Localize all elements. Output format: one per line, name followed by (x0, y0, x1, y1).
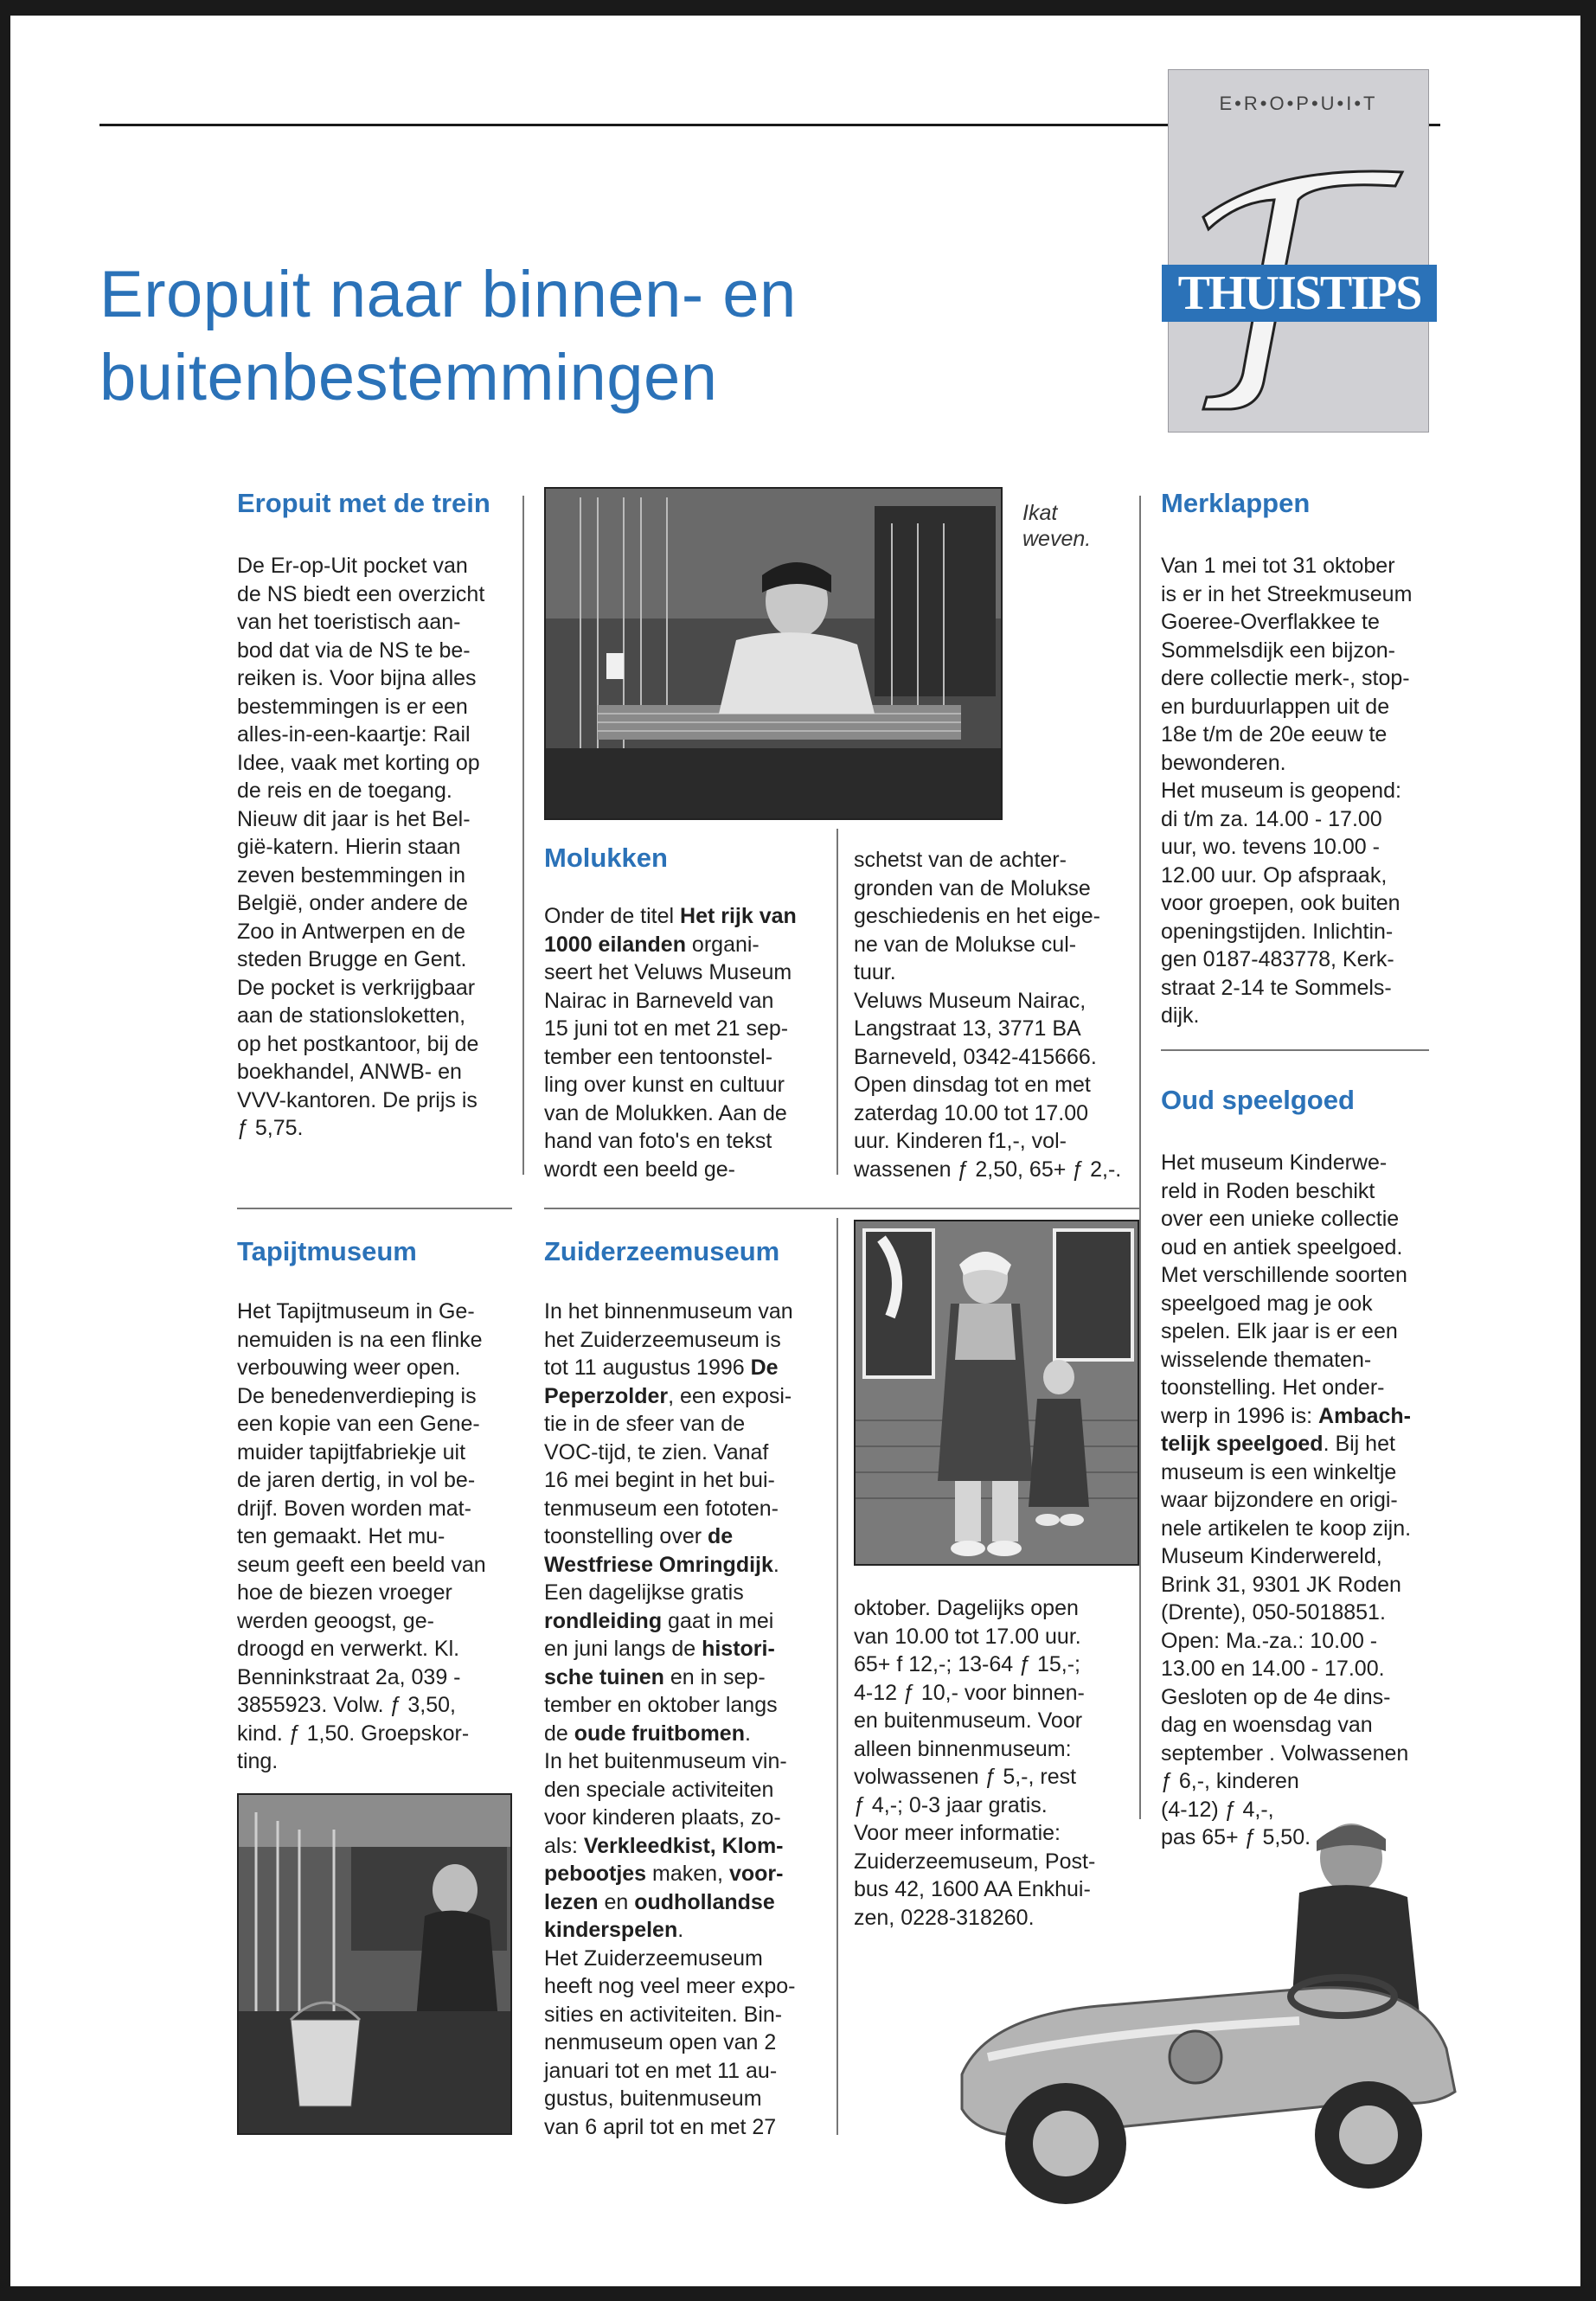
magazine-page (10, 16, 1580, 2286)
column-rule-2 (836, 829, 838, 1175)
photo-ikat-weven (544, 487, 1003, 820)
column-rule-3 (1139, 496, 1141, 1819)
molukken-text-2: organi- seert het Veluws Museum Nairac in Barneveld van 15 juni tot en met 21 sep- tember een tentoonstel- ling over kunst en cultuur van de Molukken. Aan de hand van foto's en tekst wordt een beeld ge- (544, 932, 792, 1182)
zuiderzee-b4: histori- sche tuinen (544, 1637, 775, 1689)
zuiderzee-s9: . Het Zuiderzeemuseum heeft nog veel meer expo- sities en activiteiten. Bin- nenmuseum open van 2 januari tot en met 11 au- gustus, buitenmuseum van 6 april tot en met 27 (544, 1918, 796, 2139)
column-rule-4 (836, 1218, 838, 2135)
zuiderzee-s1: In het binnenmuseum van het Zuiderzeemuseum is tot 11 augustus 1996 (544, 1299, 793, 1380)
heading-molukken: Molukken (544, 843, 668, 873)
body-molukken (544, 902, 830, 1183)
heading-trein: Eropuit met de trein (237, 488, 490, 518)
body-speelgoed (1161, 1149, 1446, 1852)
page-title-line1: Eropuit naar binnen- en (99, 258, 797, 331)
rule-molukken-bottom (544, 1208, 1139, 1209)
photo-tapijt-illustration (239, 1795, 512, 2135)
page-title (99, 253, 1051, 420)
rule-trein-bottom (237, 1208, 512, 1209)
logo-big-t-icon (1169, 70, 1430, 433)
page-title-line2: buitenbestemmingen (99, 341, 718, 414)
zuiderzee-b3: rondleiding (544, 1608, 663, 1633)
zuiderzee-s5: en in sep- tember en oktober langs de (544, 1664, 778, 1746)
zuiderzee-b5: oude fruitbomen (574, 1721, 745, 1746)
heading-zuiderzee: Zuiderzeemuseum (544, 1236, 780, 1266)
zuiderzee-b7: voor- lezen (544, 1862, 784, 1914)
zuiderzee-s4: gaat in mei en juni langs de (544, 1608, 774, 1661)
zuiderzee-s6: . In het buitenmuseum vin- den speciale activiteiten voor kinderen plaats, zo- als: (544, 1721, 787, 1858)
image-toy-car (936, 1798, 1472, 2239)
logo-word: THUISTIPS (1162, 265, 1437, 322)
zuiderzee-b1: De Peperzolder (544, 1356, 779, 1408)
zuiderzee-s3: . Een dagelijkse gratis (544, 1552, 779, 1605)
zuiderzee-s8: en (598, 1889, 635, 1914)
photo-tapijt-weaver (237, 1793, 512, 2135)
heading-merklappen: Merklappen (1161, 488, 1311, 518)
speelgoed-bold: Ambach- telijk speelgoed (1161, 1403, 1412, 1456)
body-molukken-cont: schetst van de achter- gronden van de Molukse geschiedenis en het eige- ne van de Molukse cul- tuur. Veluws Museum Nairac, Langstraat 13, 3771 BA Barneveld, 0342-415666. Open dinsdag tot en met zaterdag 10.00 tot 17.00 uur. Kinderen f1,-, vol- wassenen ƒ 2,50, 65+ ƒ 2,-. (854, 848, 1122, 1182)
zuiderzee-b8: oudhollandse kinderspelen (544, 1889, 775, 1942)
logo-letters: E•R•O•P•U•I•T (1219, 93, 1378, 114)
photo-zuiderzee-illustration (856, 1221, 1139, 1566)
rule-merklappen-bottom (1161, 1049, 1429, 1051)
body-trein: De Er-op-Uit pocket van de NS biedt een overzicht van het toeristisch aan- bod dat via de NS te be- reiken is. Voor bijna alles bestemmingen is er een alles-in-een-kaartje: Rail Idee, vaak met korting op de reis en de toegang. Nieuw dit jaar is het Bel- gië-katern. Hierin staan zeven bestemmingen in België, onder andere de Zoo in Antwerpen en de steden Brugge en Gent. De pocket is verkrijgbaar aan de stationsloketten, op het postkantoor, bij de boekhandel, ANWB- en VVV-kantoren. De prijs is ƒ 5,75. (237, 554, 485, 1140)
photo-zuiderzee-children (854, 1220, 1139, 1566)
heading-speelgoed: Oud speelgoed (1161, 1085, 1355, 1115)
speelgoed-text-2: . Bij het museum is een winkeltje waar bijzondere en origi- nele artikelen te koop zijn. Museum Kinderwereld, Brink 31, 9301 JK Roden (Drente), 050-5018851. Open: Ma.-za.: 10.00 - 13.00 en 14.00 - 17.00. Gesloten op de 4e dins- dag en woensdag van september . Volwassenen ƒ 6,-, kinderen (4-12) ƒ 4,-, pas 65+ ƒ 5,50. (1161, 1432, 1412, 1849)
column-rule-1 (522, 496, 524, 1175)
speelgoed-text-1: Het museum Kinderwe- reld in Roden beschikt over een unieke collectie oud en antiek speelgoed. Met verschillende soorten speelgoed mag je ook spelen. Elk jaar is er een wisselende thematen- toonstelling. Het onder- werp in 1996 is: (1161, 1150, 1407, 1428)
zuiderzee-b6: Verkleedkist, Klom- pebootjes (544, 1833, 784, 1886)
caption-ikat: Ikat weven. (1022, 501, 1092, 551)
zuiderzee-b2: de Westfriese Omringdijk (544, 1524, 773, 1577)
body-zuiderzee (544, 1298, 834, 2141)
body-merklappen: Van 1 mei tot 31 oktober is er in het Streekmuseum Goeree-Overflakkee te Sommelsdijk een bijzon- dere collectie merk-, stop- en burduurlappen uit de 18e t/m de 20e eeuw te bewonderen. Het museum is geopend: di t/m za. 14.00 - 17.00 uur, wo. tevens 10.00 - 12.00 uur. Op afspraak, voor groepen, ook buiten openingstijden. Inlichtin- gen 0187-483778, Kerk- straat 2-14 te Sommels- dijk. (1161, 554, 1413, 1028)
zuiderzee-s2: , een exposi- tie in de sfeer van de VOC-tijd, te zien. Vanaf 16 mei begint in het bui- tenmuseum een fototen- toonstelling over (544, 1383, 792, 1548)
body-tapijt: Het Tapijtmuseum in Ge- nemuiden is na een flinke verbouwing weer open. De benedenverdieping is een kopie van een Gene- muider tapijtfabriekje uit de jaren dertig, in vol be- drijf. Boven worden mat- ten gemaakt. Het mu- seum geeft een beeld van hoe de biezen vroeger werden geoogst, ge- droogd en verwerkt. Kl. Benninkstraat 2a, 039 - 3855923. Volw. ƒ 3,50, kind. ƒ 1,50. Groepskor- ting. (237, 1299, 486, 1773)
photo-ikat-illustration (546, 489, 1003, 820)
molukken-text-1: Onder de titel (544, 904, 681, 928)
eropuit-thuistips-logo (1168, 69, 1429, 433)
heading-tapijt: Tapijtmuseum (237, 1236, 417, 1266)
molukken-title-bold: Het rijk van 1000 eilanden (544, 904, 797, 957)
body-zuiderzee-cont: oktober. Dagelijks open van 10.00 tot 17.00 uur. 65+ f 12,-; 13-64 ƒ 15,-; 4-12 ƒ 10,- voor binnen- en buitenmuseum. Voor alleen binnenmuseum: volwassenen ƒ 5,-, rest ƒ 4,-; 0-3 jaar gratis. Voor meer informatie: Zuiderzeemuseum, Post- bus 42, 1600 AA Enkhui- zen, 0228-318260. (854, 1596, 1096, 1930)
zuiderzee-s7: maken, (646, 1862, 729, 1886)
